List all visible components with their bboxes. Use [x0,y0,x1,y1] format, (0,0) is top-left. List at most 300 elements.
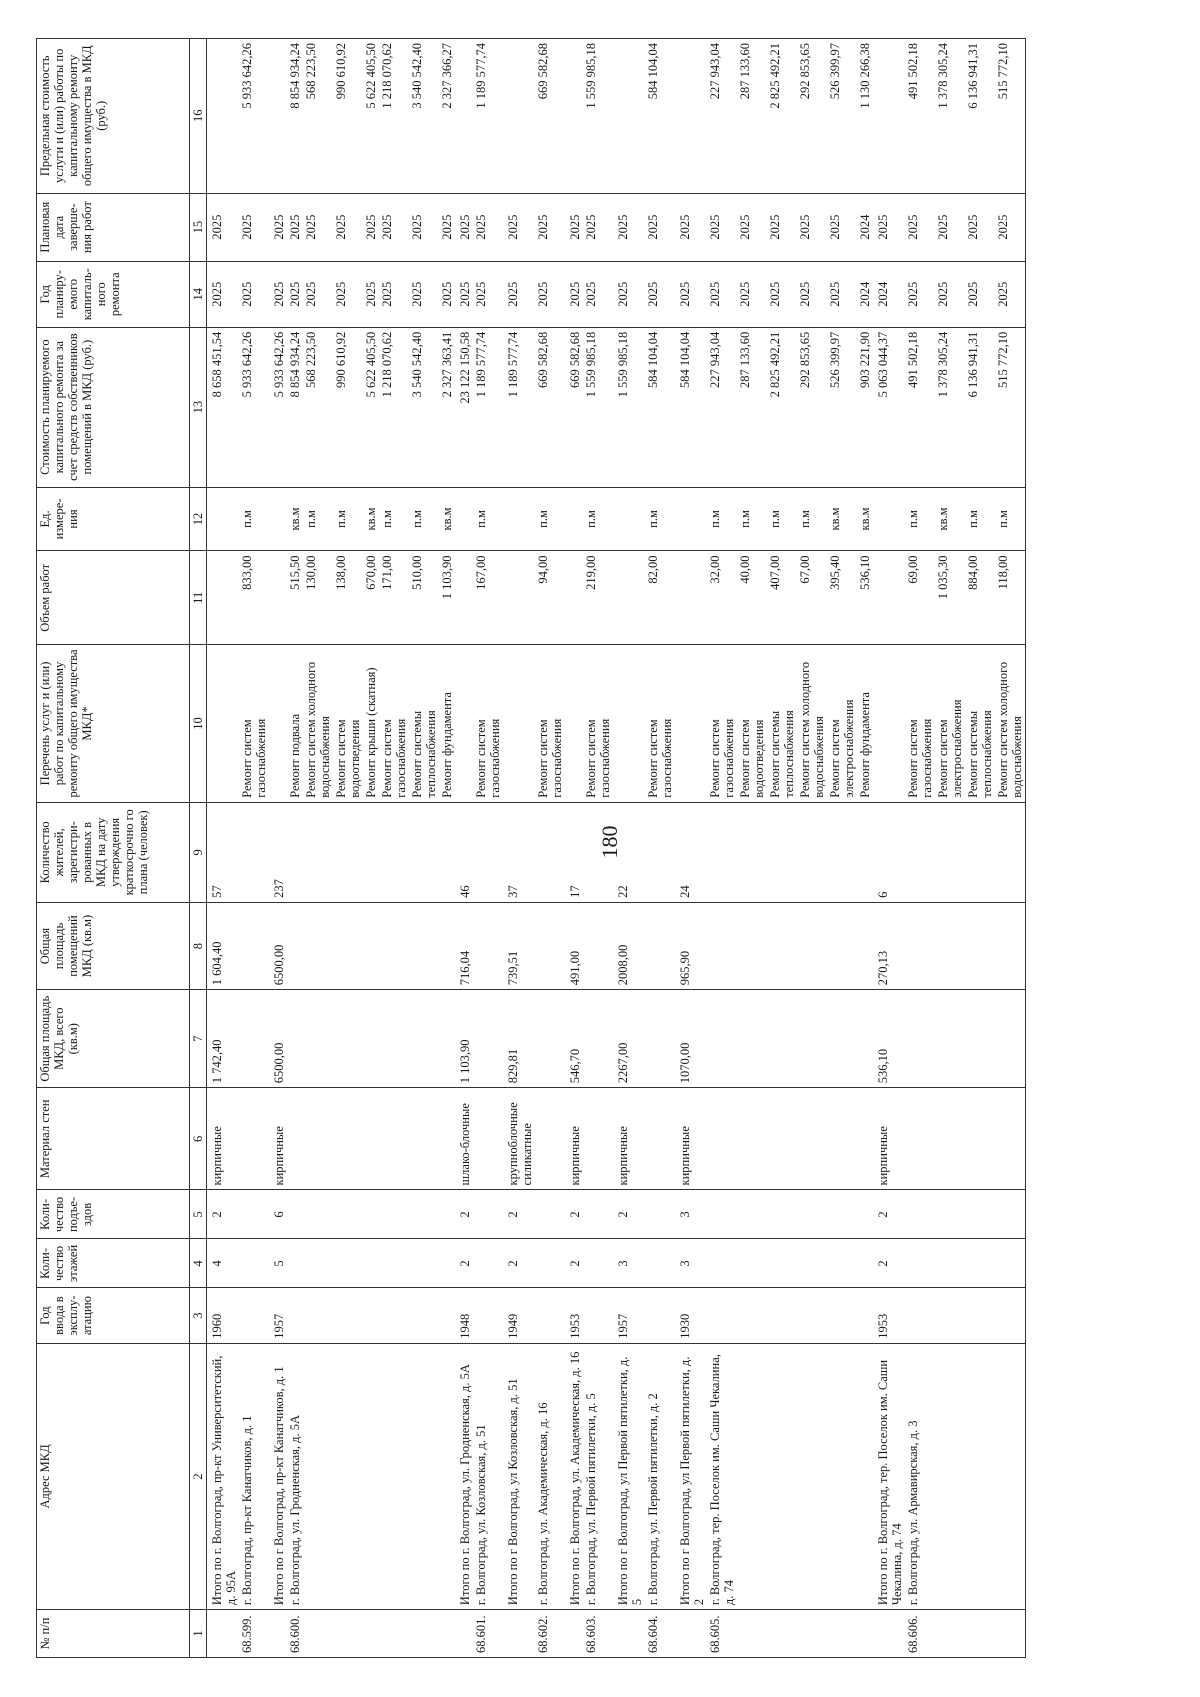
column-number-10: 10 [190,645,207,803]
year-built-cell: 1960 [207,1288,240,1343]
wall-material-cell [303,1088,333,1190]
planned-cost-cell: 5 933 642,26 [269,327,287,487]
premises-area-cell [287,902,303,989]
floors-cell: 2 [873,1239,905,1288]
max-cost-cell: 1 218 070,62 [379,39,409,194]
planned-year-cell: 2025 [995,261,1026,327]
work-type-cell: Ремонт систем газоснабжения [707,645,737,803]
unit-cell: кв.м [287,487,303,551]
residents-cell [905,802,935,902]
completion-date-cell: 2025 [645,193,675,261]
max-cost-cell [565,39,583,194]
unit-cell: кв.м [827,487,857,551]
work-volume-cell: 82,00 [645,551,675,645]
floors-cell: 2 [503,1239,535,1288]
year-built-cell [767,1288,797,1343]
table-row [767,39,797,1658]
total-area-cell [995,990,1026,1088]
work-type-cell [565,645,583,803]
planned-cost-cell: 2 825 492,21 [767,327,797,487]
completion-date-cell: 2025 [995,193,1026,261]
premises-area-cell: 6500,00 [269,902,287,989]
entrances-cell [827,1190,857,1239]
work-volume-cell: 171,00 [379,551,409,645]
row-number-cell [797,1610,827,1658]
row-number-cell [439,1610,455,1658]
planned-year-cell: 2025 [827,261,857,327]
table-body [207,39,1026,1658]
wall-material-cell [363,1088,379,1190]
unit-cell [207,487,240,551]
address-cell [737,1343,767,1609]
completion-date-cell: 2025 [287,193,303,261]
total-area-cell: 6500,00 [269,990,287,1088]
address-cell [409,1343,439,1609]
subtotal-row [455,39,473,1658]
work-type-cell: Ремонт системы теплоснабжения [965,645,995,803]
unit-cell: п.м [379,487,409,551]
premises-area-cell [827,902,857,989]
residents-cell: 37 [503,802,535,902]
residents-cell [379,802,409,902]
subtotal-row [565,39,583,1658]
capital-repair-table [36,38,1026,1658]
max-cost-cell: 669 582,68 [535,39,565,194]
unit-cell: п.м [995,487,1026,551]
wall-material-cell [239,1088,269,1190]
subtotal-row [873,39,905,1658]
floors-cell [333,1239,363,1288]
entrances-cell: 2 [503,1190,535,1239]
total-area-cell [287,990,303,1088]
planned-cost-cell: 1 189 577,74 [473,327,503,487]
planned-cost-cell: 1 559 985,18 [583,327,613,487]
wall-material-cell [535,1088,565,1190]
residents-cell [645,802,675,902]
residents-cell [363,802,379,902]
planned-year-cell: 2025 [439,261,455,327]
row-number-cell [565,1610,583,1658]
wall-material-cell [797,1088,827,1190]
unit-cell [269,487,287,551]
entrances-cell [287,1190,303,1239]
column-number-5: 5 [190,1190,207,1239]
floors-cell [905,1239,935,1288]
column-header-7: Общая площадь МКД, всего (кв.м) [37,990,190,1088]
work-volume-cell: 407,00 [767,551,797,645]
table-row [905,39,935,1658]
planned-cost-cell: 669 582,68 [535,327,565,487]
row-number-cell [269,1610,287,1658]
row-number-cell [379,1610,409,1658]
address-cell: Итого по г Волгоград, ул Первой пятилетки, д. 2 [675,1343,707,1609]
wall-material-cell [827,1088,857,1190]
table-row [287,39,303,1658]
work-type-cell: Ремонт систем газоснабжения [239,645,269,803]
max-cost-cell [503,39,535,194]
work-volume-cell: 884,00 [965,551,995,645]
premises-area-cell [535,902,565,989]
address-cell [827,1343,857,1609]
unit-cell: кв.м [439,487,455,551]
max-cost-cell: 2 825 492,21 [767,39,797,194]
premises-area-cell: 2008,00 [613,902,645,989]
address-cell: г. Волгоград, ул. Козловская, д. 51 [473,1343,503,1609]
wall-material-cell [905,1088,935,1190]
planned-cost-cell: 515 772,10 [995,327,1026,487]
subtotal-row [269,39,287,1658]
work-type-cell: Ремонт системы теплоснабжения [767,645,797,803]
wall-material-cell [379,1088,409,1190]
entrances-cell [583,1190,613,1239]
unit-cell: п.м [905,487,935,551]
work-type-cell: Ремонт систем газоснабжения [473,645,503,803]
residents-cell [409,802,439,902]
address-cell [935,1343,965,1609]
column-number-16: 16 [190,39,207,194]
residents-cell [737,802,767,902]
planned-year-cell: 2025 [303,261,333,327]
completion-date-cell: 2025 [873,193,905,261]
entrances-cell [333,1190,363,1239]
work-volume-cell [873,551,905,645]
year-built-cell [857,1288,873,1343]
completion-date-cell: 2025 [737,193,767,261]
column-number-7: 7 [190,990,207,1088]
total-area-cell: 1 742,40 [207,990,240,1088]
planned-year-cell: 2025 [645,261,675,327]
entrances-cell: 3 [675,1190,707,1239]
year-built-cell [303,1288,333,1343]
completion-date-cell: 2025 [333,193,363,261]
wall-material-cell: кирпичные [675,1088,707,1190]
entrances-cell [935,1190,965,1239]
year-built-cell [287,1288,303,1343]
page-number: 180 [597,825,622,859]
premises-area-cell [439,902,455,989]
floors-cell: 2 [565,1239,583,1288]
table-row [827,39,857,1658]
wall-material-cell: кирпичные [207,1088,240,1190]
total-area-cell [737,990,767,1088]
row-number-cell: 68.606. [905,1610,935,1658]
address-cell: Итого по г Волгоград, ул Козловская, д. 51 [503,1343,535,1609]
floors-cell [303,1239,333,1288]
column-number-11: 11 [190,551,207,645]
max-cost-cell: 1 130 266,38 [857,39,873,194]
unit-cell: п.м [333,487,363,551]
work-volume-cell: 1 035,30 [935,551,965,645]
work-type-cell [675,645,707,803]
work-type-cell [503,645,535,803]
premises-area-cell [767,902,797,989]
max-cost-cell: 1 559 985,18 [583,39,613,194]
column-number-6: 6 [190,1088,207,1190]
row-number-cell: 68.601. [473,1610,503,1658]
unit-cell: п.м [645,487,675,551]
completion-date-cell: 2025 [613,193,645,261]
wall-material-cell [857,1088,873,1190]
total-area-cell [409,990,439,1088]
address-cell [439,1343,455,1609]
planned-cost-cell: 526 399,97 [827,327,857,487]
work-type-cell: Ремонт фундамента [439,645,455,803]
entrances-cell [409,1190,439,1239]
wall-material-cell [439,1088,455,1190]
planned-year-cell: 2025 [583,261,613,327]
row-number-cell [303,1610,333,1658]
address-cell: Итого по г. Волгоград, ул. Гродненская, д. 5А [455,1343,473,1609]
max-cost-cell: 2 327 366,27 [439,39,455,194]
premises-area-cell [379,902,409,989]
entrances-cell [995,1190,1026,1239]
year-built-cell: 1953 [873,1288,905,1343]
max-cost-cell: 990 610,92 [333,39,363,194]
planned-cost-cell: 669 582,68 [565,327,583,487]
year-built-cell [827,1288,857,1343]
year-built-cell [439,1288,455,1343]
year-built-cell [473,1288,503,1343]
entrances-cell [439,1190,455,1239]
max-cost-cell: 6 136 941,31 [965,39,995,194]
completion-date-cell: 2025 [363,193,379,261]
max-cost-cell [269,39,287,194]
table-row [583,39,613,1658]
premises-area-cell [409,902,439,989]
completion-date-cell: 2025 [439,193,455,261]
unit-cell: п.м [797,487,827,551]
completion-date-cell: 2024 [857,193,873,261]
entrances-cell [473,1190,503,1239]
planned-year-cell: 2025 [503,261,535,327]
total-area-cell [935,990,965,1088]
table-row [239,39,269,1658]
planned-year-cell: 2024 [873,261,905,327]
floors-cell [287,1239,303,1288]
column-number-8: 8 [190,902,207,989]
max-cost-cell: 568 223,50 [303,39,333,194]
planned-cost-cell: 568 223,50 [303,327,333,487]
table-row [965,39,995,1658]
residents-cell: 24 [675,802,707,902]
residents-cell: 22 [613,802,645,902]
wall-material-cell [965,1088,995,1190]
planned-cost-cell: 23 122 150,58 [455,327,473,487]
entrances-cell: 2 [207,1190,240,1239]
entrances-cell [535,1190,565,1239]
planned-cost-cell: 8 658 451,54 [207,327,240,487]
max-cost-cell: 5 933 642,26 [239,39,269,194]
planned-cost-cell: 5 933 642,26 [239,327,269,487]
address-cell: Итого по г. Волгоград, тер. Поселок им. Саши Чекалина, д. 74 [873,1343,905,1609]
work-type-cell: Ремонт систем холодного водоснабжения [303,645,333,803]
completion-date-cell: 2025 [455,193,473,261]
planned-cost-cell: 5 063 044,37 [873,327,905,487]
unit-cell: кв.м [363,487,379,551]
residents-cell [535,802,565,902]
total-area-cell [583,990,613,1088]
column-number-14: 14 [190,261,207,327]
unit-cell [873,487,905,551]
column-number-row [190,39,207,1658]
work-type-cell [873,645,905,803]
completion-date-cell: 2025 [797,193,827,261]
column-header-8: Общая площадь помещений МКД (кв.м) [37,902,190,989]
floors-cell [379,1239,409,1288]
total-area-cell: 829,81 [503,990,535,1088]
work-type-cell [269,645,287,803]
floors-cell [409,1239,439,1288]
address-cell [857,1343,873,1609]
residents-cell [333,802,363,902]
unit-cell: п.м [535,487,565,551]
planned-year-cell: 2025 [333,261,363,327]
column-header-4: Коли-чество этажей [37,1239,190,1288]
planned-year-cell: 2025 [535,261,565,327]
address-cell [333,1343,363,1609]
premises-area-cell [645,902,675,989]
year-built-cell: 1930 [675,1288,707,1343]
unit-cell: п.м [583,487,613,551]
table-row [333,39,363,1658]
residents-cell: 17 [565,802,583,902]
year-built-cell [797,1288,827,1343]
wall-material-cell: крупноблочные силикатные [503,1088,535,1190]
year-built-cell [535,1288,565,1343]
address-cell [797,1343,827,1609]
planned-year-cell: 2025 [287,261,303,327]
work-type-cell: Ремонт систем газоснабжения [583,645,613,803]
total-area-cell: 1070,00 [675,990,707,1088]
row-number-cell [455,1610,473,1658]
year-built-cell [905,1288,935,1343]
floors-cell [935,1239,965,1288]
column-header-2: Адрес МКД [37,1343,190,1609]
planned-year-cell: 2025 [239,261,269,327]
entrances-cell [239,1190,269,1239]
work-type-cell [613,645,645,803]
max-cost-cell: 287 133,60 [737,39,767,194]
premises-area-cell [737,902,767,989]
table-row [379,39,409,1658]
premises-area-cell [239,902,269,989]
max-cost-cell: 5 622 405,50 [363,39,379,194]
completion-date-cell: 2025 [827,193,857,261]
column-header-14: Год планиру-емого капиталь-ного ремонта [37,261,190,327]
row-number-cell [503,1610,535,1658]
column-number-4: 4 [190,1239,207,1288]
total-area-cell [965,990,995,1088]
total-area-cell [797,990,827,1088]
completion-date-cell: 2025 [269,193,287,261]
floors-cell: 5 [269,1239,287,1288]
row-number-cell [827,1610,857,1658]
max-cost-cell [207,39,240,194]
max-cost-cell: 515 772,10 [995,39,1026,194]
residents-cell [857,802,873,902]
address-cell: г. Волгоград, ул. Первой пятилетки, д. 2 [645,1343,675,1609]
table-row [439,39,455,1658]
completion-date-cell: 2025 [379,193,409,261]
work-type-cell: Ремонт систем электроснабжения [827,645,857,803]
year-built-cell: 1949 [503,1288,535,1343]
wall-material-cell [583,1088,613,1190]
total-area-cell: 546,70 [565,990,583,1088]
total-area-cell [535,990,565,1088]
planned-year-cell: 2025 [269,261,287,327]
address-cell [303,1343,333,1609]
total-area-cell [379,990,409,1088]
column-header-15: Плановая дата заверше-ния работ [37,193,190,261]
total-area-cell [645,990,675,1088]
subtotal-row [207,39,240,1658]
planned-cost-cell: 1 189 577,74 [503,327,535,487]
residents-cell [707,802,737,902]
total-area-cell: 536,10 [873,990,905,1088]
max-cost-cell: 227 943,04 [707,39,737,194]
address-cell: Итого по г. Волгоград, ул. Академическая, д. 16 [565,1343,583,1609]
completion-date-cell: 2025 [767,193,797,261]
planned-cost-cell: 584 104,04 [645,327,675,487]
max-cost-cell: 8 854 934,24 [287,39,303,194]
work-volume-cell: 94,00 [535,551,565,645]
address-cell: Итого по г Волгоград, пр-кт Канатчиков, д. 1 [269,1343,287,1609]
year-built-cell: 1948 [455,1288,473,1343]
planned-cost-cell: 1 218 070,62 [379,327,409,487]
work-volume-cell: 670,00 [363,551,379,645]
rotated-table-container [36,38,1136,1658]
unit-cell: п.м [965,487,995,551]
premises-area-cell [857,902,873,989]
column-header-13: Стоимость планируемого капитального ремонта за счет средств собственников помещений в МКД (руб.) [37,327,190,487]
work-volume-cell: 167,00 [473,551,503,645]
unit-cell: п.м [409,487,439,551]
year-built-cell [239,1288,269,1343]
planned-year-cell: 2025 [565,261,583,327]
max-cost-cell: 1 378 305,24 [935,39,965,194]
work-volume-cell: 1 103,90 [439,551,455,645]
row-number-cell [935,1610,965,1658]
premises-area-cell [707,902,737,989]
planned-year-cell: 2025 [797,261,827,327]
year-built-cell [995,1288,1026,1343]
completion-date-cell: 2025 [965,193,995,261]
work-type-cell [207,645,240,803]
work-type-cell: Ремонт систем водоотведения [737,645,767,803]
work-volume-cell [207,551,240,645]
completion-date-cell: 2025 [675,193,707,261]
floors-cell [995,1239,1026,1288]
column-number-2: 2 [190,1343,207,1609]
work-type-cell: Ремонт систем холодного водоснабжения [797,645,827,803]
header-row [37,39,190,1658]
completion-date-cell: 2025 [707,193,737,261]
planned-cost-cell: 2 327 363,41 [439,327,455,487]
residents-cell [935,802,965,902]
work-volume-cell: 130,00 [303,551,333,645]
wall-material-cell [707,1088,737,1190]
premises-area-cell [303,902,333,989]
column-header-6: Материал стен [37,1088,190,1190]
unit-cell: п.м [707,487,737,551]
row-number-cell [333,1610,363,1658]
row-number-cell [873,1610,905,1658]
planned-year-cell: 2025 [707,261,737,327]
wall-material-cell [737,1088,767,1190]
work-volume-cell: 32,00 [707,551,737,645]
row-number-cell [995,1610,1026,1658]
column-number-13: 13 [190,327,207,487]
